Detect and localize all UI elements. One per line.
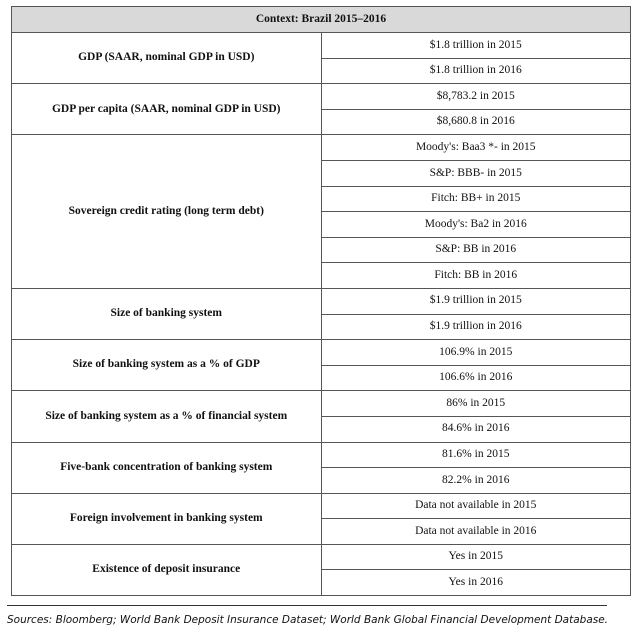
- row-value: 86% in 2015: [321, 391, 631, 417]
- row-value: 82.2% in 2016: [321, 468, 631, 494]
- row-value: Fitch: BB+ in 2015: [321, 186, 631, 212]
- row-label: Size of banking system as a % of financial system: [12, 391, 322, 442]
- table-row: [12, 340, 631, 366]
- row-label: Size of banking system: [12, 288, 322, 339]
- row-value: 106.9% in 2015: [321, 340, 631, 366]
- row-label: Size of banking system as a % of GDP: [12, 340, 322, 391]
- row-value: $8,680.8 in 2016: [321, 109, 631, 135]
- row-value: 106.6% in 2016: [321, 365, 631, 391]
- table-row: [12, 135, 631, 161]
- row-value: 84.6% in 2016: [321, 416, 631, 442]
- table-row: [12, 33, 631, 59]
- table-header: Context: Brazil 2015–2016: [12, 7, 631, 33]
- row-label: GDP per capita (SAAR, nominal GDP in USD): [12, 84, 322, 135]
- sources-note: Sources: Bloomberg; World Bank Deposit Insurance Dataset; World Bank Global Financial Development Database.: [7, 605, 607, 626]
- row-value: Moody's: Ba2 in 2016: [321, 212, 631, 238]
- table-row: [12, 391, 631, 417]
- row-value: Data not available in 2016: [321, 519, 631, 545]
- row-value: S&P: BBB- in 2015: [321, 160, 631, 186]
- table-row: [12, 442, 631, 468]
- row-value: $1.9 trillion in 2016: [321, 314, 631, 340]
- row-label: Five-bank concentration of banking system: [12, 442, 322, 493]
- table-row: [12, 288, 631, 314]
- row-label: Existence of deposit insurance: [12, 544, 322, 595]
- row-value: Fitch: BB in 2016: [321, 263, 631, 289]
- table-row: [12, 544, 631, 570]
- row-value: $8,783.2 in 2015: [321, 84, 631, 110]
- row-label: Foreign involvement in banking system: [12, 493, 322, 544]
- row-value: Yes in 2016: [321, 570, 631, 596]
- table-row: [12, 493, 631, 519]
- row-value: Moody's: Baa3 *- in 2015: [321, 135, 631, 161]
- row-value: $1.8 trillion in 2016: [321, 58, 631, 84]
- row-label: Sovereign credit rating (long term debt): [12, 135, 322, 289]
- row-value: $1.8 trillion in 2015: [321, 33, 631, 59]
- context-table: [11, 6, 631, 596]
- document: [11, 6, 631, 596]
- row-label: GDP (SAAR, nominal GDP in USD): [12, 33, 322, 84]
- table-row: [12, 84, 631, 110]
- table-body: [12, 33, 631, 596]
- row-value: S&P: BB in 2016: [321, 237, 631, 263]
- row-value: Yes in 2015: [321, 544, 631, 570]
- row-value: 81.6% in 2015: [321, 442, 631, 468]
- row-value: Data not available in 2015: [321, 493, 631, 519]
- row-value: $1.9 trillion in 2015: [321, 288, 631, 314]
